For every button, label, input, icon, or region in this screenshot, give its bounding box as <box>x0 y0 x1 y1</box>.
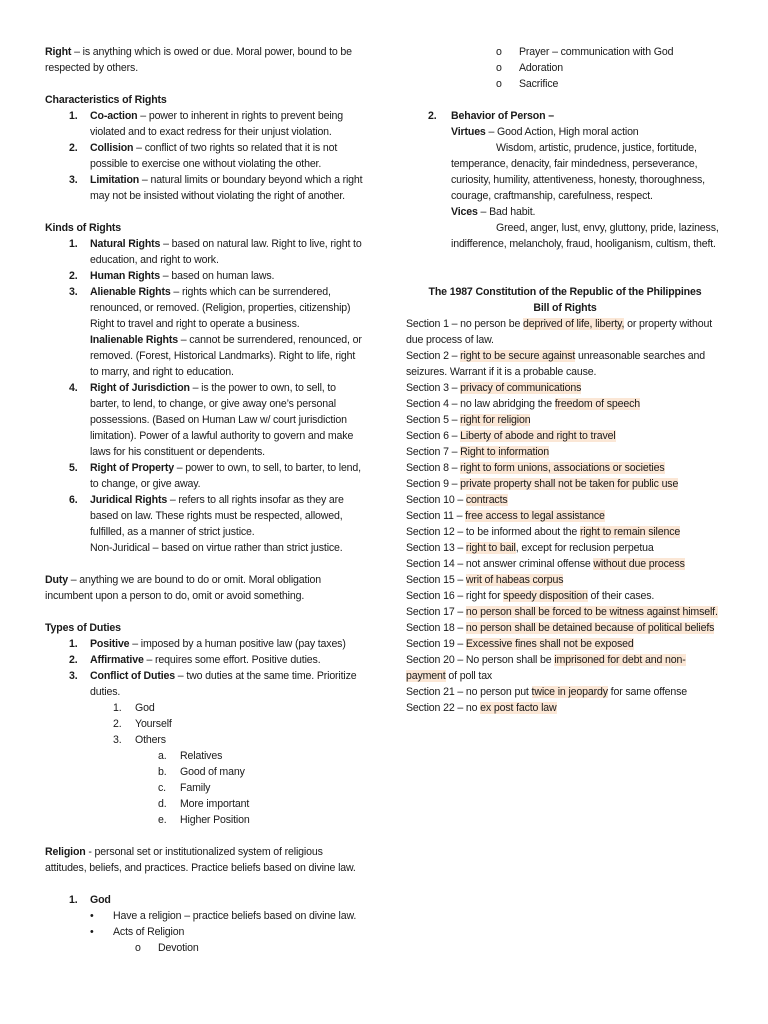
section-highlight: speedy disposition <box>503 590 588 602</box>
section-line <box>406 412 724 428</box>
acts-item: o Prayer – communication with God <box>496 46 674 58</box>
right-def: – is anything which is owed or due. Moral power, bound to be respected by others. <box>45 46 352 74</box>
section-line <box>406 524 724 540</box>
section-highlight: right for religion <box>460 414 531 426</box>
list-item: 3. Conflict of Duties – two duties at the same time. Prioritize duties. <box>69 670 357 698</box>
god-heading: 1. God <box>69 894 111 906</box>
section-highlight: right to remain silence <box>579 526 681 538</box>
section-line <box>406 348 724 380</box>
characteristics-list <box>45 108 363 204</box>
section-label: Section 12 – to be informed about the <box>406 526 580 538</box>
section-highlight: no person shall be forced to be witness against himself. <box>465 606 718 618</box>
section-highlight: writ of habeas corpus <box>465 574 564 586</box>
vices-line: Vices – Bad habit. <box>451 206 536 218</box>
sections-list <box>406 316 724 716</box>
religion-definition: Religion - personal set or institutionalized system of religious attitudes, beliefs, and practices. Practice beliefs based on divine law. <box>45 846 356 874</box>
list-item: 6. Juridical Rights – refers to all rights insofar as they are based on law. These rights must be respected, allowed, fulfilled, as a manner of strict justice. <box>69 494 344 538</box>
section-label: Section 14 – not answer criminal offense <box>406 558 594 570</box>
section-highlight: without due process <box>593 558 685 570</box>
section-highlight: imprisoned for debt and non-payment <box>406 654 686 682</box>
section-line <box>406 588 724 604</box>
bullet-icon: • <box>90 910 94 922</box>
circle-bullet-icon: o <box>496 46 502 58</box>
section-line <box>406 492 724 508</box>
duty-definition: Duty – anything we are bound to do or omit. Moral obligation incumbent upon a person to do, omit or avoid something. <box>45 574 322 602</box>
section-highlight: Right to information <box>460 446 550 458</box>
behavior-heading: 2. Behavior of Person – <box>428 110 554 122</box>
types-list <box>45 636 363 828</box>
section-rest: or property without due process of law. <box>406 318 712 346</box>
section-highlight: Liberty of abode and right to travel <box>460 430 616 442</box>
right-term: Right <box>45 46 72 58</box>
section-label: Section 4 – no law abridging the <box>406 398 555 410</box>
priority-item: 3. Others <box>113 734 166 746</box>
section-line <box>406 508 724 524</box>
circle-bullet-icon: o <box>496 78 502 90</box>
section-label: Section 22 – no <box>406 702 481 714</box>
section-line <box>406 684 724 700</box>
acts-item: o Sacrifice <box>496 78 559 90</box>
section-line <box>406 316 724 348</box>
section-rest: unreasonable searches and seizures. Warrant if it is a probable cause. <box>406 350 706 378</box>
section-highlight: privacy of communications <box>460 382 582 394</box>
others-item: e. Higher Position <box>158 814 250 826</box>
list-item: 3. Alienable Rights – rights which can be surrendered, renounced, or removed. (Religion, properties, citizenship) Right to travel and right to operate a business. <box>69 286 351 330</box>
section-line <box>406 460 724 476</box>
section-line <box>406 652 724 684</box>
section-line <box>406 556 724 572</box>
section-highlight: right to bail <box>465 542 516 554</box>
list-item: 2. Human Rights – based on human laws. <box>69 270 275 282</box>
section-label: Section 9 – <box>406 478 461 490</box>
constitution-title: The 1987 Constitution of the Republic of the Philippines <box>428 286 702 298</box>
section-line <box>406 476 724 492</box>
section-line <box>406 540 724 556</box>
left-column <box>45 44 363 956</box>
non-juridical: Non-Juridical – based on virtue rather than strict justice. <box>90 542 343 554</box>
bullet-item: • Have a religion – practice beliefs based on divine law. <box>90 910 357 922</box>
section-label: Section 7 – <box>406 446 461 458</box>
section-highlight: Excessive fines shall not be exposed <box>465 638 634 650</box>
others-item: a. Relatives <box>158 750 223 762</box>
section-label: Section 6 – <box>406 430 461 442</box>
vices-list: Greed, anger, lust, envy, gluttony, pride, laziness, indifference, melancholy, fraud, hooliganism, cultism, theft. <box>451 222 719 250</box>
list-item: 5. Right of Property – power to own, to sell, to barter, to lend, to change, or give away. <box>69 462 361 490</box>
characteristics-heading: Characteristics of Rights <box>45 94 167 106</box>
section-highlight: right to form unions, associations or societies <box>460 462 665 474</box>
section-label: Section 18 – <box>406 622 466 634</box>
acts-item: o Devotion <box>135 942 199 954</box>
section-line <box>406 572 724 588</box>
section-rest: of their cases. <box>587 590 655 602</box>
section-label: Section 15 – <box>406 574 466 586</box>
section-label: Section 8 – <box>406 462 461 474</box>
section-label: Section 20 – No person shall be <box>406 654 555 666</box>
priority-item: 1. God <box>113 702 155 714</box>
section-label: Section 13 – <box>406 542 466 554</box>
section-label: Section 1 – no person be <box>406 318 523 330</box>
section-line <box>406 444 724 460</box>
section-label: Section 21 – no person put <box>406 686 532 698</box>
section-highlight: free access to legal assistance <box>465 510 605 522</box>
list-item: 1. Positive – imposed by a human positive law (pay taxes) <box>69 638 346 650</box>
section-label: Section 5 – <box>406 414 461 426</box>
section-label: Section 10 – <box>406 494 466 506</box>
section-line <box>406 396 724 412</box>
list-item: 2. Collision – conflict of two rights so related that it is not possible to exercise one without violating the other. <box>69 142 338 170</box>
section-highlight: private property shall not be taken for public use <box>460 478 679 490</box>
section-line <box>406 636 724 652</box>
right-column <box>406 44 724 716</box>
section-label: Section 16 – right for <box>406 590 504 602</box>
virtues-list: Wisdom, artistic, prudence, justice, fortitude, temperance, denacity, fair mindedness, perseverance, curiosity, humility, attentiveness, honesty, thoroughness, courage, craftmanship, carefulness, respect. <box>451 142 705 202</box>
section-label: Section 2 – <box>406 350 461 362</box>
section-label: Section 17 – <box>406 606 466 618</box>
section-label: Section 19 – <box>406 638 466 650</box>
section-highlight: right to be secure against <box>460 350 576 362</box>
section-rest: , except for reclusion perpetua <box>515 542 654 554</box>
others-item: c. Family <box>158 782 211 794</box>
section-rest: of poll tax <box>445 670 493 682</box>
list-item: 3. Limitation – natural limits or boundary beyond which a right may not be insisted without violating the right of another. <box>69 174 363 202</box>
section-line <box>406 700 724 716</box>
section-line <box>406 604 724 620</box>
circle-bullet-icon: o <box>135 942 141 954</box>
acts-item: o Adoration <box>496 62 563 74</box>
kinds-list <box>45 236 363 556</box>
virtues-line: Virtues – Good Action, High moral action <box>451 126 639 138</box>
others-item: d. More important <box>158 798 250 810</box>
list-item: 1. Co-action – power to inherent in rights to prevent being violated and to exact redress for their unjust violation. <box>69 110 344 138</box>
section-line <box>406 380 724 396</box>
section-line <box>406 428 724 444</box>
bullet-item: • Acts of Religion <box>90 926 185 938</box>
list-item: 2. Affirmative – requires some effort. Positive duties. <box>69 654 321 666</box>
kinds-heading: Kinds of Rights <box>45 222 122 234</box>
section-highlight: deprived of life, liberty, <box>523 318 625 330</box>
list-item: 4. Right of Jurisdiction – is the power to own, to sell, to barter, to lend, to change, or give away one’s personal possessions. (Based on Human Law w/ court jurisdiction limitation). Power of a lawful authority to govern and make laws for his constituent or dependents. <box>69 382 354 458</box>
types-heading: Types of Duties <box>45 622 121 634</box>
section-label: Section 11 – <box>406 510 466 522</box>
section-highlight: freedom of speech <box>554 398 640 410</box>
section-highlight: ex post facto law <box>480 702 557 714</box>
bill-of-rights-title: Bill of Rights <box>533 302 597 314</box>
section-rest: for same offense <box>607 686 687 698</box>
section-highlight: no person shall be detained because of political beliefs <box>465 622 715 634</box>
section-label: Section 3 – <box>406 382 461 394</box>
section-highlight: twice in jeopardy <box>531 686 608 698</box>
right-definition <box>45 44 363 76</box>
bullet-icon: • <box>90 926 94 938</box>
section-highlight: contracts <box>465 494 508 506</box>
inalienable-rights: Inalienable Rights – cannot be surrendered, renounced, or removed. (Forest, Historical Landmarks). Right to life, right to marry, and right to education. <box>90 334 362 378</box>
others-item: b. Good of many <box>158 766 245 778</box>
list-item: 1. Natural Rights – based on natural law. Right to live, right to education, and right to work. <box>69 238 362 266</box>
priority-item: 2. Yourself <box>113 718 172 730</box>
circle-bullet-icon: o <box>496 62 502 74</box>
section-line <box>406 620 724 636</box>
